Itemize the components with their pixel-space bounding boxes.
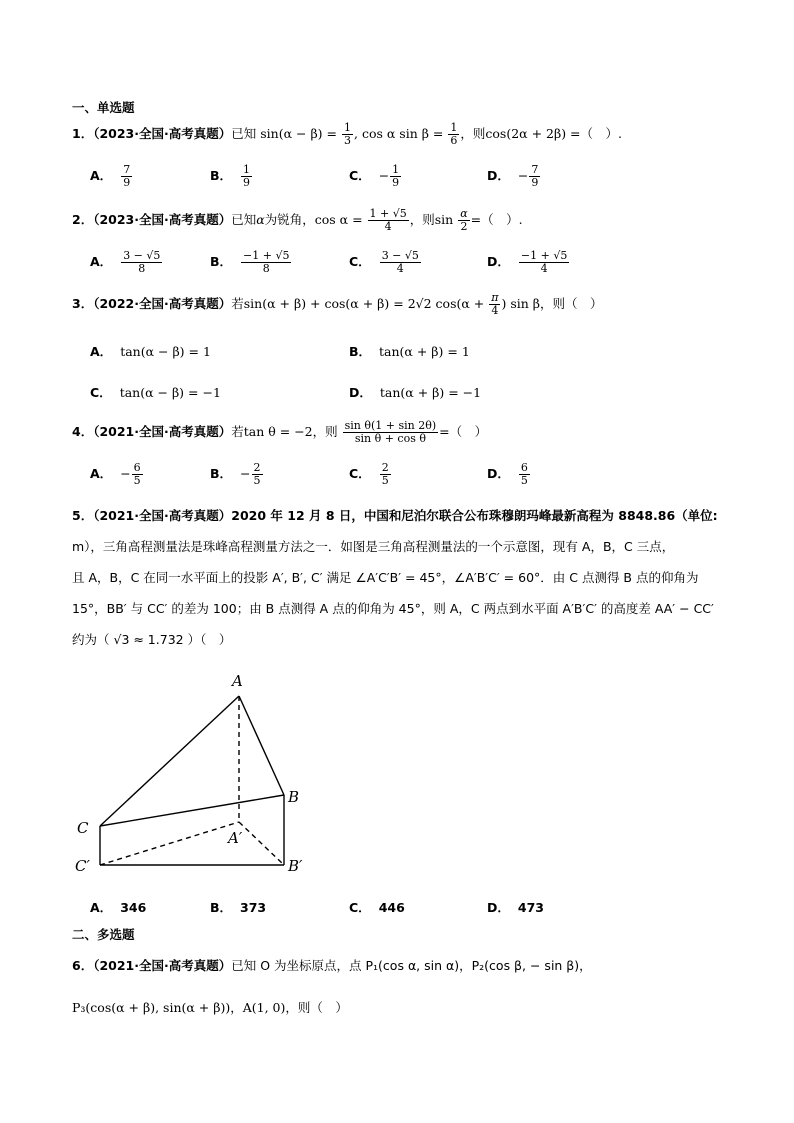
option-label: D． — [487, 254, 510, 269]
q1-number: 1． — [72, 126, 94, 141]
q1-frac1 — [342, 122, 353, 147]
question-1 — [72, 122, 622, 147]
option-text: 446 — [378, 900, 405, 915]
q5-option-a[interactable] — [90, 898, 146, 916]
frac-den: 5 — [520, 474, 528, 487]
option-sign: − — [240, 466, 251, 481]
frac-den: 9 — [123, 176, 131, 189]
q4-option-a[interactable] — [90, 462, 144, 487]
option-label: A． — [90, 254, 113, 269]
section-title-single: 一、单选题 — [72, 100, 135, 115]
frac-num: 3 − √5 — [123, 249, 161, 262]
option-frac — [529, 164, 540, 189]
frac-num: sin θ(1 + sin 2θ) — [344, 419, 437, 432]
label-C-prime: C′ — [75, 857, 90, 875]
frac-den: 8 — [138, 262, 146, 275]
question-5 — [72, 500, 722, 655]
q1-cond2: , cos α sin β = — [354, 126, 444, 141]
q1-option-b[interactable] — [210, 164, 253, 189]
q4-option-d[interactable] — [487, 462, 531, 487]
question-3 — [72, 292, 603, 317]
q3-pre: 若 — [231, 296, 244, 311]
q2-frac1 — [368, 208, 409, 233]
option-label: B． — [349, 344, 372, 359]
q5-line-1 — [72, 500, 722, 531]
q2-sin: sin — [434, 212, 454, 227]
option-frac — [121, 250, 162, 275]
q1-option-d[interactable] — [487, 164, 541, 189]
q5-line-3: 且 A，B，C 在同一水平面上的投影 A′, B′, C′ 满足 ∠A′C′B′ = 45°，∠A′B′C′ = 60°．由 C 点测得 B 点的仰角为 — [72, 570, 699, 585]
q5-source: （2021·全国·高考真题） — [93, 508, 232, 523]
q5-line-2: m），三角高程测量法是珠峰高程测量方法之一．如图是三角高程测量法的一个示意图，现有 A，B，C 三点， — [72, 539, 675, 554]
frac-num: −1 + √5 — [520, 249, 568, 262]
edge-AB — [239, 696, 284, 795]
q1-frac1-num: 1 — [344, 121, 351, 134]
q4-given: tan θ = −2 — [243, 424, 313, 439]
question-2 — [72, 208, 523, 233]
q1-ask: cos(2α + 2β) =（ ）. — [485, 126, 622, 141]
q6-text-1: 已知 O 为坐标原点，点 P₁(cos α, sin α)，P₂(cos β, − sin β)， — [231, 958, 592, 973]
q1-post: ，则 — [460, 126, 486, 141]
option-text: 346 — [120, 900, 147, 915]
q4-mid: ，则 — [312, 424, 338, 439]
edge-C1A1-dashed — [100, 822, 239, 865]
frac-num: π — [491, 291, 499, 304]
question-4 — [72, 420, 487, 445]
q3-ask: ，则（ ） — [539, 296, 603, 311]
option-sign: − — [120, 466, 131, 481]
q1-cond1: sin(α − β) = — [260, 126, 338, 141]
frac-num: 7 — [531, 163, 539, 176]
q5-text-1: 2020 年 12 月 8 日，中国和尼泊尔联合公布珠穆朗玛峰最新高程为 8848.86（单位: — [231, 508, 718, 523]
option-label: C． — [349, 466, 371, 481]
frac-num: 1 — [243, 163, 251, 176]
option-frac — [380, 462, 391, 487]
label-B: B — [288, 788, 300, 806]
frac-num: α — [460, 207, 468, 220]
option-label: D． — [349, 385, 372, 400]
option-label: A． — [90, 900, 113, 915]
q1-frac2-num: 1 — [450, 121, 458, 134]
q1-pre: 已知 — [231, 126, 257, 141]
q2-frac2 — [458, 208, 469, 233]
option-frac — [380, 250, 421, 275]
option-label: B． — [210, 168, 233, 183]
frac-den: 4 — [491, 304, 499, 317]
q2-alpha: α — [256, 212, 265, 227]
q5-option-d[interactable] — [487, 898, 544, 916]
frac-den: 9 — [243, 176, 251, 189]
q2-ask: =（ ）. — [470, 212, 523, 227]
q5-figure — [68, 666, 318, 886]
frac-num: 1 + √5 — [369, 207, 407, 220]
option-frac — [121, 164, 132, 189]
frac-den: 4 — [540, 262, 548, 275]
q5-line-5: 约为（ √3 ≈ 1.732 ）（ ） — [72, 632, 232, 647]
option-label: C． — [349, 900, 371, 915]
frac-num: 2 — [381, 461, 389, 474]
frac-num: −1 + √5 — [243, 249, 290, 262]
q4-option-b[interactable] — [210, 462, 264, 487]
option-text: 373 — [240, 900, 267, 915]
q1-frac2 — [448, 122, 459, 147]
q3-expr2: ) sin β — [501, 296, 540, 311]
q1-frac2-den: 6 — [450, 134, 458, 147]
label-A: A — [232, 672, 243, 690]
q1-option-c[interactable] — [349, 164, 402, 189]
edge-A1B1-dashed — [239, 822, 284, 865]
option-label: A． — [90, 466, 113, 481]
q3-frac — [489, 292, 500, 317]
q4-source: （2021·全国·高考真题） — [93, 424, 232, 439]
q3-option-b[interactable] — [349, 342, 470, 360]
option-text: 473 — [517, 900, 544, 915]
q1-frac1-den: 3 — [344, 134, 351, 147]
option-frac — [390, 164, 401, 189]
label-C: C — [77, 819, 89, 837]
option-frac — [519, 462, 530, 487]
q6-number: 6． — [72, 958, 94, 973]
frac-den: 9 — [392, 176, 400, 189]
option-label: B． — [210, 466, 233, 481]
q6-text-2: P₃(cos(α + β), sin(α + β))，A(1, 0)，则（ ） — [72, 1000, 348, 1015]
frac-den: 5 — [133, 474, 141, 487]
q3-expr1: sin(α + β) + cos(α + β) = 2√2 cos(α + — [243, 296, 485, 311]
frac-den: 4 — [396, 262, 404, 275]
section-title-multi: 二、多选题 — [72, 927, 135, 942]
q2-cos: cos α = — [314, 212, 363, 227]
frac-num: 2 — [253, 461, 261, 474]
q3-number: 3． — [72, 296, 94, 311]
option-label: A． — [90, 168, 113, 183]
option-label: B． — [210, 900, 233, 915]
frac-num: 1 — [392, 163, 400, 176]
frac-den: 4 — [384, 220, 392, 233]
q4-frac — [343, 420, 439, 445]
option-text: tan(α + β) = −1 — [379, 385, 482, 400]
option-frac — [241, 250, 291, 275]
option-frac — [252, 462, 263, 487]
frac-den: 5 — [381, 474, 389, 487]
option-text: tan(α + β) = 1 — [379, 344, 470, 359]
frac-den: 5 — [253, 474, 261, 487]
q4-pre: 若 — [231, 424, 244, 439]
q3-option-a[interactable] — [90, 342, 211, 360]
q4-ask: =（ ） — [439, 424, 488, 439]
q3-option-d[interactable] — [349, 383, 481, 401]
frac-num: 3 − √5 — [381, 249, 419, 262]
q1-source: （2023·全国·高考真题） — [93, 126, 232, 141]
frac-den: 2 — [460, 220, 468, 233]
option-sign: − — [517, 168, 529, 183]
option-label: B． — [210, 254, 233, 269]
q2-option-c[interactable] — [349, 250, 422, 275]
q4-option-c[interactable] — [349, 462, 392, 487]
q5-option-b[interactable] — [210, 898, 266, 916]
q2-pre: 已知 — [231, 212, 257, 227]
option-frac — [519, 250, 569, 275]
question-6 — [72, 956, 592, 974]
label-B-prime: B′ — [288, 857, 303, 875]
q1-option-a[interactable] — [90, 164, 133, 189]
option-frac — [132, 462, 143, 487]
frac-num: 6 — [520, 461, 528, 474]
option-label: C． — [349, 254, 371, 269]
q3-source: （2022·全国·高考真题） — [93, 296, 232, 311]
q2-option-d[interactable] — [487, 250, 570, 275]
option-label: C． — [90, 385, 112, 400]
q2-number: 2． — [72, 212, 94, 227]
q2-option-a[interactable] — [90, 250, 163, 275]
q4-number: 4． — [72, 424, 94, 439]
frac-num: 6 — [133, 461, 141, 474]
q5-number: 5． — [72, 508, 94, 523]
label-A-prime: A′ — [228, 829, 243, 847]
option-label: C． — [349, 168, 371, 183]
option-text: tan(α − β) = 1 — [120, 344, 211, 359]
frac-num: 7 — [123, 163, 131, 176]
option-label: D． — [487, 168, 510, 183]
q2-mid: 为锐角， — [264, 212, 315, 227]
option-frac — [241, 164, 252, 189]
q2-option-b[interactable] — [210, 250, 292, 275]
q5-line-4: 15°，BB′ 与 CC′ 的差为 100；由 B 点测得 A 点的仰角为 45°，则 A，C 两点到水平面 A′B′C′ 的高度差 AA′ − CC′ — [72, 601, 714, 616]
q5-option-c[interactable] — [349, 898, 405, 916]
option-label: A． — [90, 344, 113, 359]
q3-option-c[interactable] — [90, 383, 221, 401]
frac-den: sin θ + cos θ — [354, 432, 426, 445]
option-label: D． — [487, 466, 510, 481]
q2-source: （2023·全国·高考真题） — [93, 212, 232, 227]
q6-source: （2021·全国·高考真题） — [93, 958, 232, 973]
option-text: tan(α − β) = −1 — [119, 385, 221, 400]
frac-den: 9 — [531, 176, 539, 189]
option-label: D． — [487, 900, 510, 915]
frac-den: 8 — [262, 262, 270, 275]
option-sign: − — [378, 168, 390, 183]
q2-post: ，则 — [409, 212, 435, 227]
